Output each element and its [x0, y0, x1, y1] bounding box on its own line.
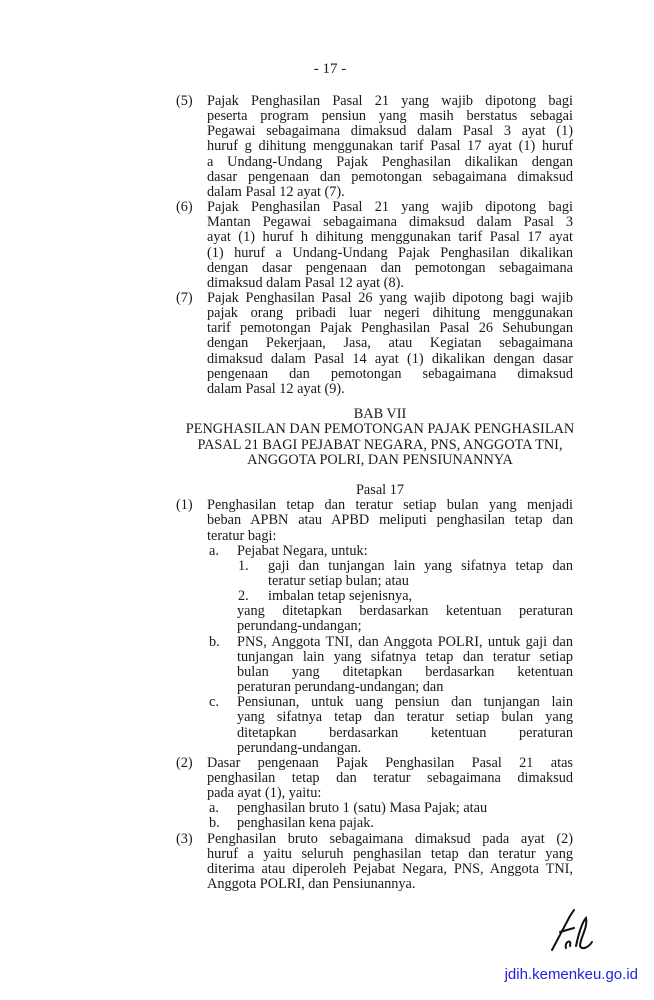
text-line: pengenaan dan pemotongan sebagaimana dimaksud — [207, 365, 573, 382]
item-label: (1) — [176, 497, 193, 514]
text-line: dengan dasar pengenaan dan pemotongan sebagaimana — [207, 259, 573, 276]
text-line: peraturan perundang-undangan; dan — [237, 679, 444, 696]
text-line: Mantan Pegawai sebagaimana dimaksud dalam Pasal 3 — [207, 214, 573, 231]
text-line: diterima atau diperoleh Pejabat Negara, PNS, Anggota TNI, — [207, 860, 573, 877]
text-line: dalam Pasal 12 ayat (9). — [207, 380, 345, 397]
text-line: dalam Pasal 12 ayat (7). — [207, 183, 345, 200]
item-label: a. — [209, 542, 219, 559]
signature-initial — [548, 908, 598, 953]
text-line: ayat (1) huruf h dihitung menggunakan tarif Pasal 17 ayat — [207, 229, 573, 246]
text-line: peserta program pensiun yang masih berstatus sebagai — [207, 108, 573, 125]
text-line: Anggota POLRI, dan Pensiunannya. — [207, 876, 416, 892]
text-line: ditetapkan berdasarkan ketentuan peraturan — [237, 724, 573, 741]
text-line: teratur bagi: — [207, 527, 277, 544]
text-line: dengan Pekerjaan, Jasa, atau Kegiatan sebagaimana — [207, 335, 573, 352]
item-label: a. — [209, 800, 219, 817]
text-line: dimaksud dalam Pasal 14 ayat (1) dikalikan dengan dasar — [207, 350, 573, 367]
text-line: yang ditetapkan berdasarkan ketentuan peraturan — [237, 603, 573, 620]
text-line: Penghasilan bruto sebagaimana dimaksud pada ayat (2) — [207, 830, 573, 847]
footer-link[interactable]: jdih.kemenkeu.go.id — [504, 966, 638, 983]
item-label: b. — [209, 633, 220, 650]
text-line: dasar pengenaan dan pemotongan sebagaimana dimaksud — [207, 168, 573, 185]
text-line: perundang-undangan; — [237, 618, 362, 635]
text-line: dimaksud dalam Pasal 12 ayat (8). — [207, 274, 404, 291]
text-line: Pejabat Negara, untuk: — [237, 542, 368, 559]
article-heading: Pasal 17 — [355, 481, 405, 498]
text-line: Dasar pengenaan Pajak Penghasilan Pasal 21 atas — [207, 754, 573, 771]
text-line: imbalan tetap sejenisnya, — [268, 588, 413, 605]
text-line: yang sifatnya tetap dan teratur setiap bulan yang — [237, 709, 573, 726]
text-line: tunjangan lain yang sifatnya tetap dan teratur setiap — [237, 648, 573, 665]
text-line: Pegawai sebagaimana dimaksud dalam Pasal 3 ayat (1) — [207, 123, 573, 140]
item-label: (6) — [176, 199, 193, 216]
text-line: Pajak Penghasilan Pasal 26 yang wajib dipotong bagi wajib — [207, 289, 573, 306]
item-label: 2. — [238, 588, 249, 605]
text-line: penghasilan kena pajak. — [237, 815, 374, 832]
text-line: pajak orang pribadi luar negeri dihitung menggunakan — [207, 305, 573, 322]
text-line: huruf a yaitu seluruh penghasilan tetap dan teratur yang — [207, 845, 573, 862]
text-line: Pensiunan, untuk uang pensiun dan tunjangan lain — [237, 694, 573, 711]
text-line: Pajak Penghasilan Pasal 21 yang wajib dipotong bagi — [207, 93, 573, 109]
text-line: penghasilan tetap dan teratur sebagaimana dimaksud — [207, 769, 573, 786]
text-line: beban APBN atau APBD meliputi penghasilan tetap dan — [207, 512, 573, 529]
item-label: 1. — [238, 557, 249, 574]
item-label: (2) — [176, 754, 193, 771]
chapter-heading: PENGHASILAN DAN PEMOTONGAN PAJAK PENGHASILAN — [185, 421, 575, 438]
item-label: (3) — [176, 830, 193, 847]
chapter-heading: ANGGOTA POLRI, DAN PENSIUNANNYA — [247, 452, 513, 469]
text-line: pada ayat (1), yaitu: — [207, 785, 322, 802]
item-label: b. — [209, 815, 220, 832]
text-line: Penghasilan tetap dan teratur setiap bulan yang menjadi — [207, 497, 573, 514]
page-number: - 17 - — [313, 61, 347, 77]
text-line: (1) huruf a Undang-Undang Pajak Penghasilan dikalikan — [207, 244, 573, 261]
item-label: (7) — [176, 289, 193, 306]
text-line: bulan yang ditetapkan berdasarkan ketentuan — [237, 663, 573, 680]
text-line: penghasilan bruto 1 (satu) Masa Pajak; atau — [237, 800, 488, 817]
text-line: teratur setiap bulan; atau — [268, 573, 409, 589]
text-line: PNS, Anggota TNI, dan Anggota POLRI, untuk gaji dan — [237, 633, 573, 650]
text-line: Pajak Penghasilan Pasal 21 yang wajib dipotong bagi — [207, 199, 573, 216]
item-label: (5) — [176, 93, 193, 109]
text-line: a Undang-Undang Pajak Penghasilan dikalikan dengan — [207, 153, 573, 170]
chapter-heading: PASAL 21 BAGI PEJABAT NEGARA, PNS, ANGGOTA TNI, — [197, 436, 563, 453]
text-line: gaji dan tunjangan lain yang sifatnya tetap dan — [268, 557, 573, 574]
text-line: huruf g dihitung menggunakan tarif Pasal 17 ayat (1) huruf — [207, 138, 573, 155]
text-line: tarif pemotongan Pajak Penghasilan Pasal 26 Sehubungan — [207, 320, 573, 337]
text-line: perundang-undangan. — [237, 739, 362, 756]
chapter-heading: BAB VII — [353, 406, 407, 422]
item-label: c. — [209, 694, 219, 711]
